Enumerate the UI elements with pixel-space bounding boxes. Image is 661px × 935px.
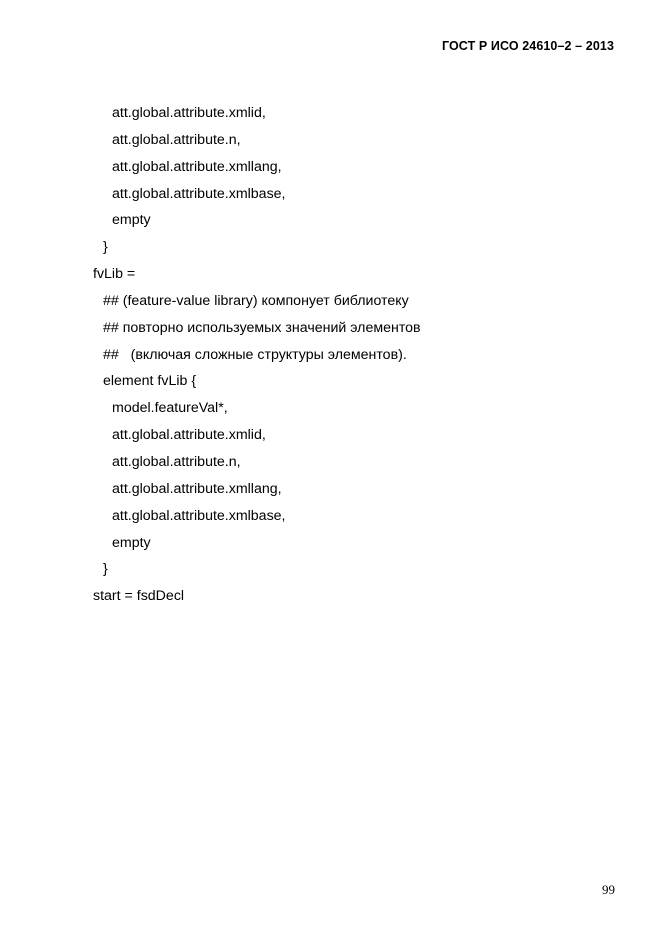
code-line: att.global.attribute.xmllang,: [112, 480, 282, 497]
code-line: att.global.attribute.xmllang,: [112, 158, 282, 175]
code-line: model.featureVal*,: [112, 400, 228, 417]
document-header: ГОСТ Р ИСО 24610–2 – 2013: [441, 39, 614, 53]
code-line: }: [103, 561, 108, 578]
code-line: start = fsdDecl: [93, 588, 185, 605]
code-line: ## (feature-value library) компонует библиотеку: [103, 292, 409, 309]
code-line: fvLib =: [93, 266, 136, 283]
code-line: ## повторно используемых значений элементов: [103, 319, 421, 336]
code-line: att.global.attribute.xmlid,: [112, 427, 266, 444]
code-line: element fvLib {: [103, 373, 197, 390]
schema-code-block: [93, 100, 593, 610]
code-line: att.global.attribute.xmlbase,: [112, 507, 286, 524]
code-line: att.global.attribute.xmlid,: [112, 105, 266, 121]
page-number: 99: [602, 882, 615, 897]
code-line: att.global.attribute.n,: [112, 131, 241, 148]
code-line: att.global.attribute.n,: [112, 453, 241, 470]
code-line: ## (включая сложные структуры элементов).: [103, 346, 407, 363]
code-line: }: [103, 239, 108, 256]
code-line: empty: [112, 212, 151, 229]
code-line: att.global.attribute.xmlbase,: [112, 185, 286, 202]
code-line: empty: [112, 534, 151, 551]
